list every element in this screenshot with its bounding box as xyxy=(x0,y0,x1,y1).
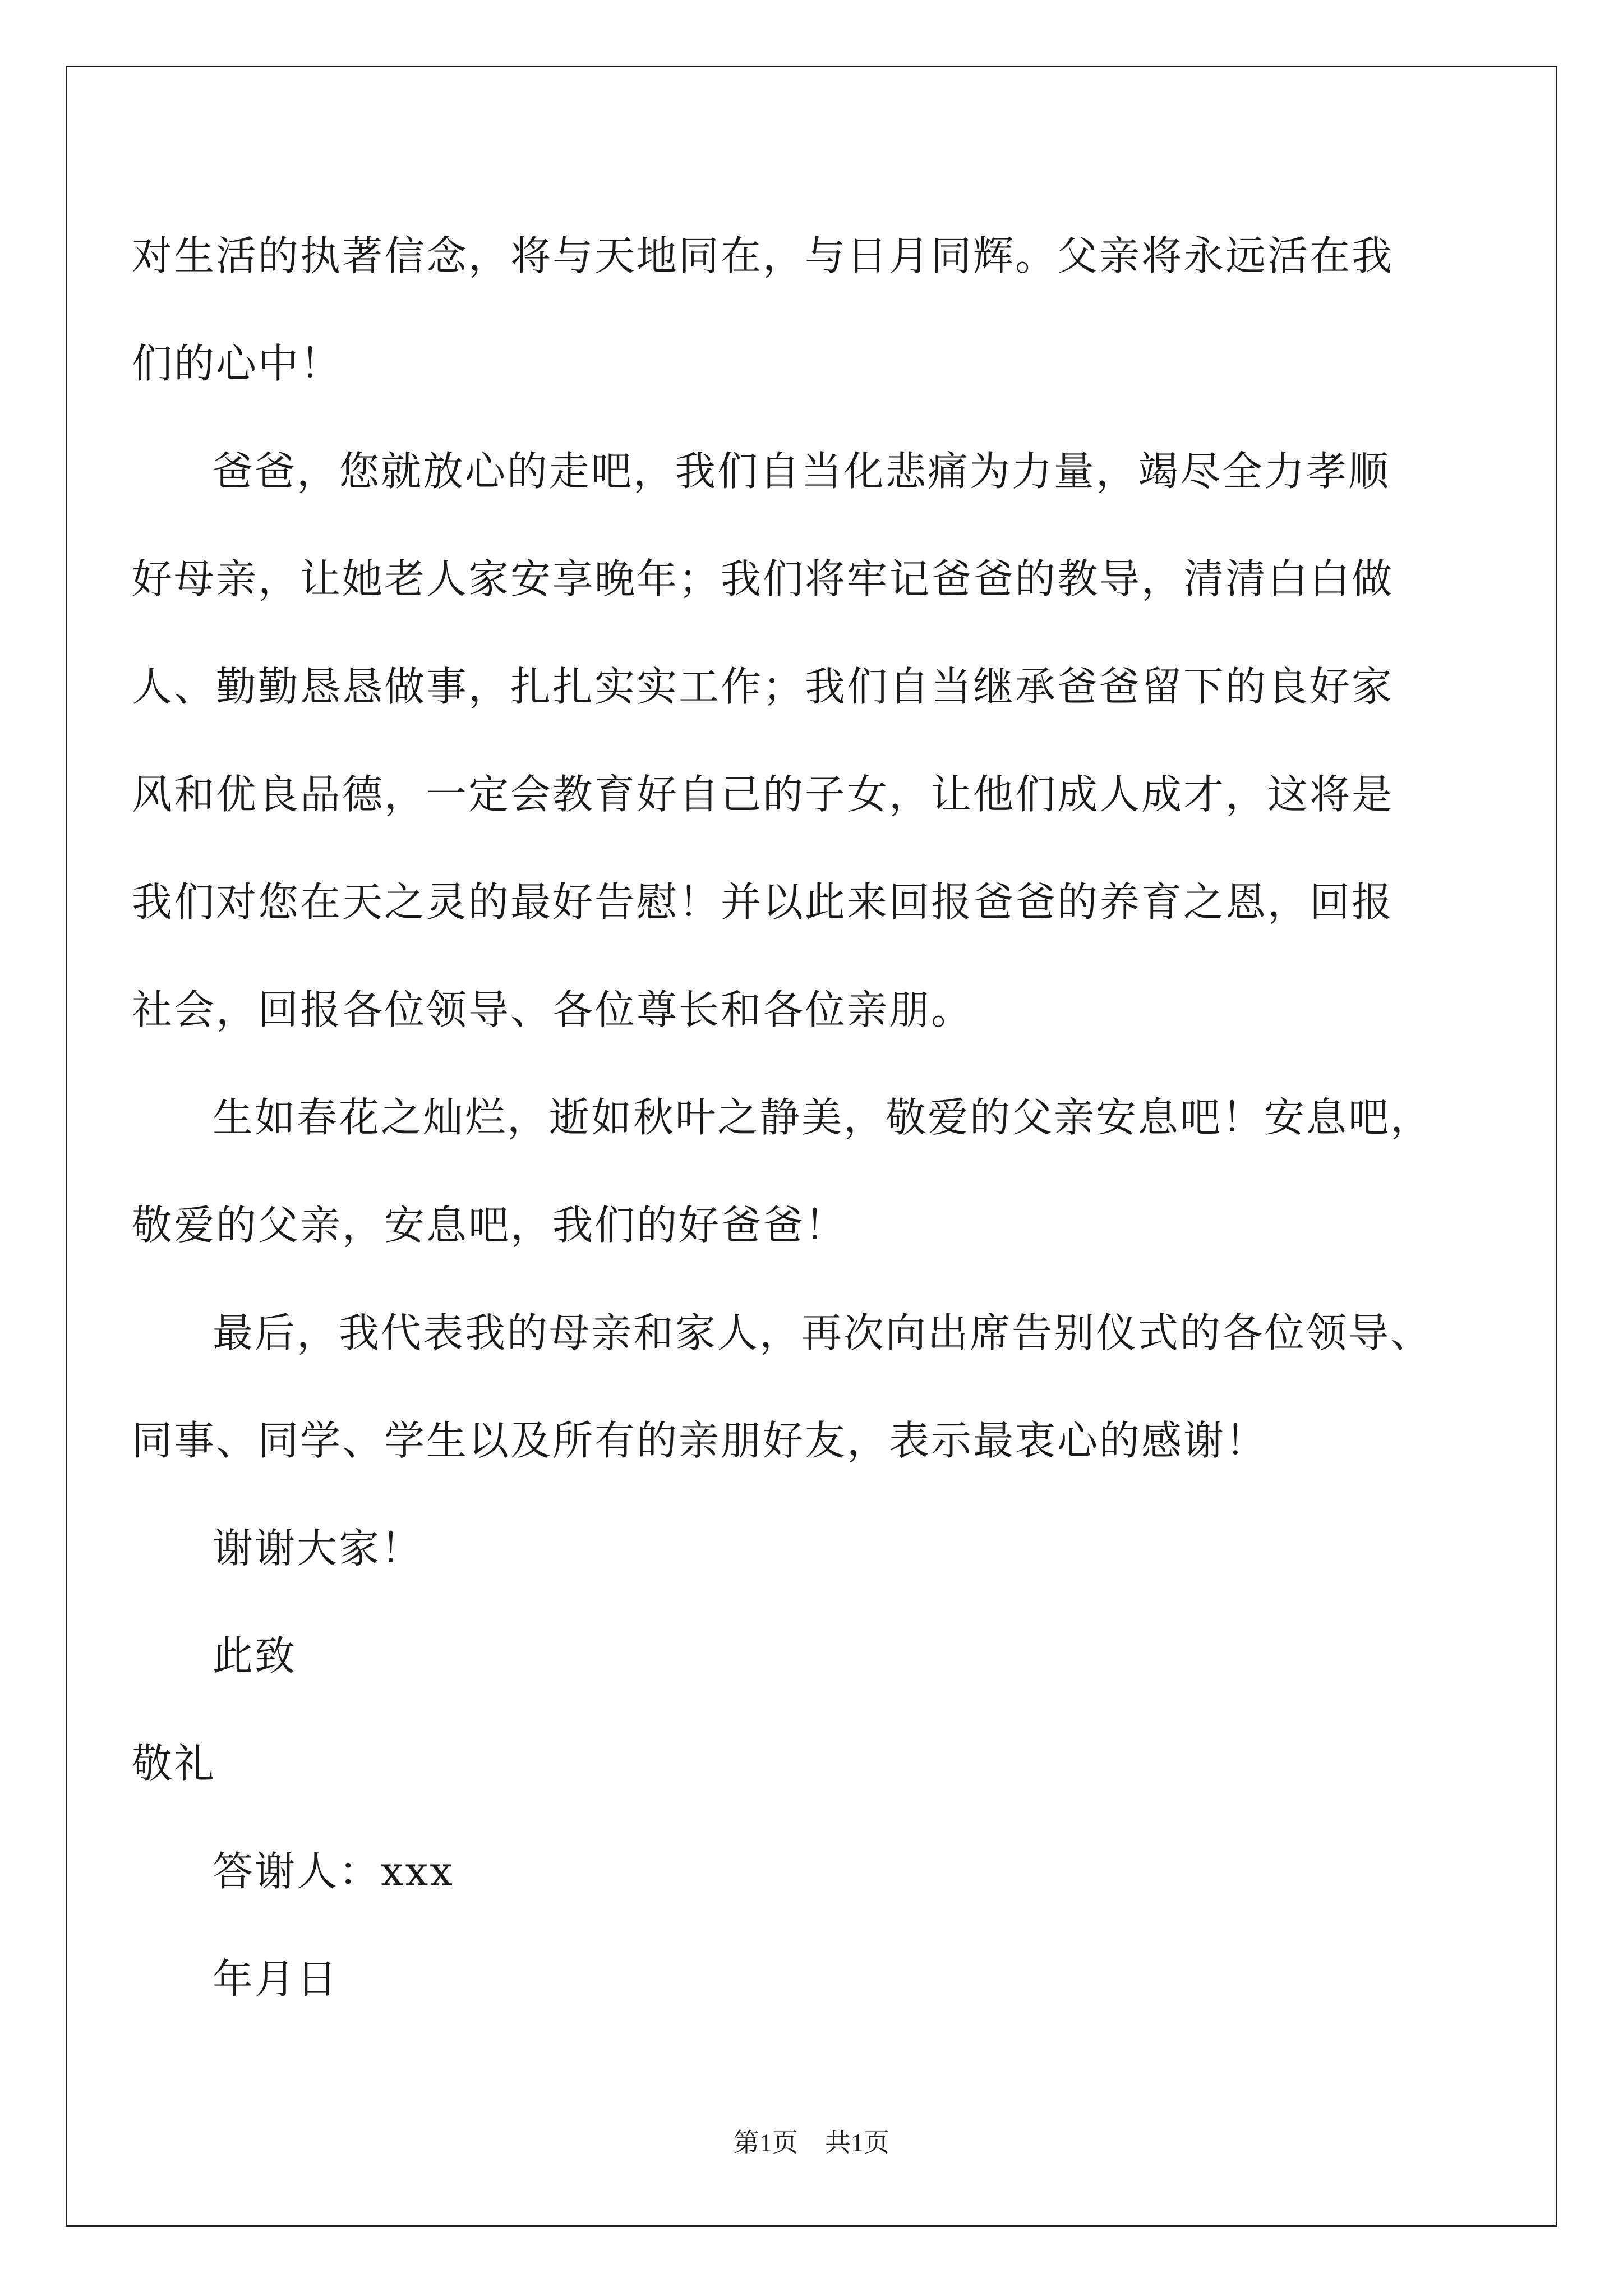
text-line: 年月日 xyxy=(213,1955,339,2003)
text-line: 对生活的执著信念，将与天地同在，与日月同辉。父亲将永远活在我 xyxy=(132,232,1394,279)
text-line: 答谢人：xxx xyxy=(213,1848,454,1895)
text-line: 人、勤勤恳恳做事，扎扎实实工作；我们自当继承爸爸留下的良好家 xyxy=(132,663,1394,710)
text-line: 我们对您在天之灵的最好告慰！并以此来回报爸爸的养育之恩，回报 xyxy=(132,878,1394,926)
text-line: 们的心中！ xyxy=(132,340,343,387)
current-page-label: 第1页 xyxy=(734,2128,798,2157)
text-line: 敬礼 xyxy=(132,1740,216,1787)
text-line: 社会，回报各位领导、各位尊长和各位亲朋。 xyxy=(132,986,974,1033)
text-line: 谢谢大家！ xyxy=(213,1525,423,1572)
document-body xyxy=(132,202,1478,2033)
text-line: 敬爱的父亲，安息吧，我们的好爸爸！ xyxy=(132,1202,847,1249)
text-line: 同事、同学、学生以及所有的亲朋好友，表示最衷心的感谢！ xyxy=(132,1417,1268,1464)
total-pages-label: 共1页 xyxy=(825,2128,889,2157)
text-line: 最后，我代表我的母亲和家人，再次向出席告别仪式的各位领导、 xyxy=(213,1309,1433,1356)
text-line: 好母亲，让她老人家安享晚年；我们将牢记爸爸的教导，清清白白做 xyxy=(132,555,1394,602)
page-footer xyxy=(0,2122,1623,2159)
text-line: 生如春花之灿烂，逝如秋叶之静美，敬爱的父亲安息吧！安息吧， xyxy=(213,1094,1433,1141)
text-line: 爸爸，您就放心的走吧，我们自当化悲痛为力量，竭尽全力孝顺 xyxy=(213,448,1391,495)
text-line: 此致 xyxy=(213,1632,297,1680)
text-line: 风和优良品德，一定会教育好自己的子女，让他们成人成才，这将是 xyxy=(132,771,1394,818)
